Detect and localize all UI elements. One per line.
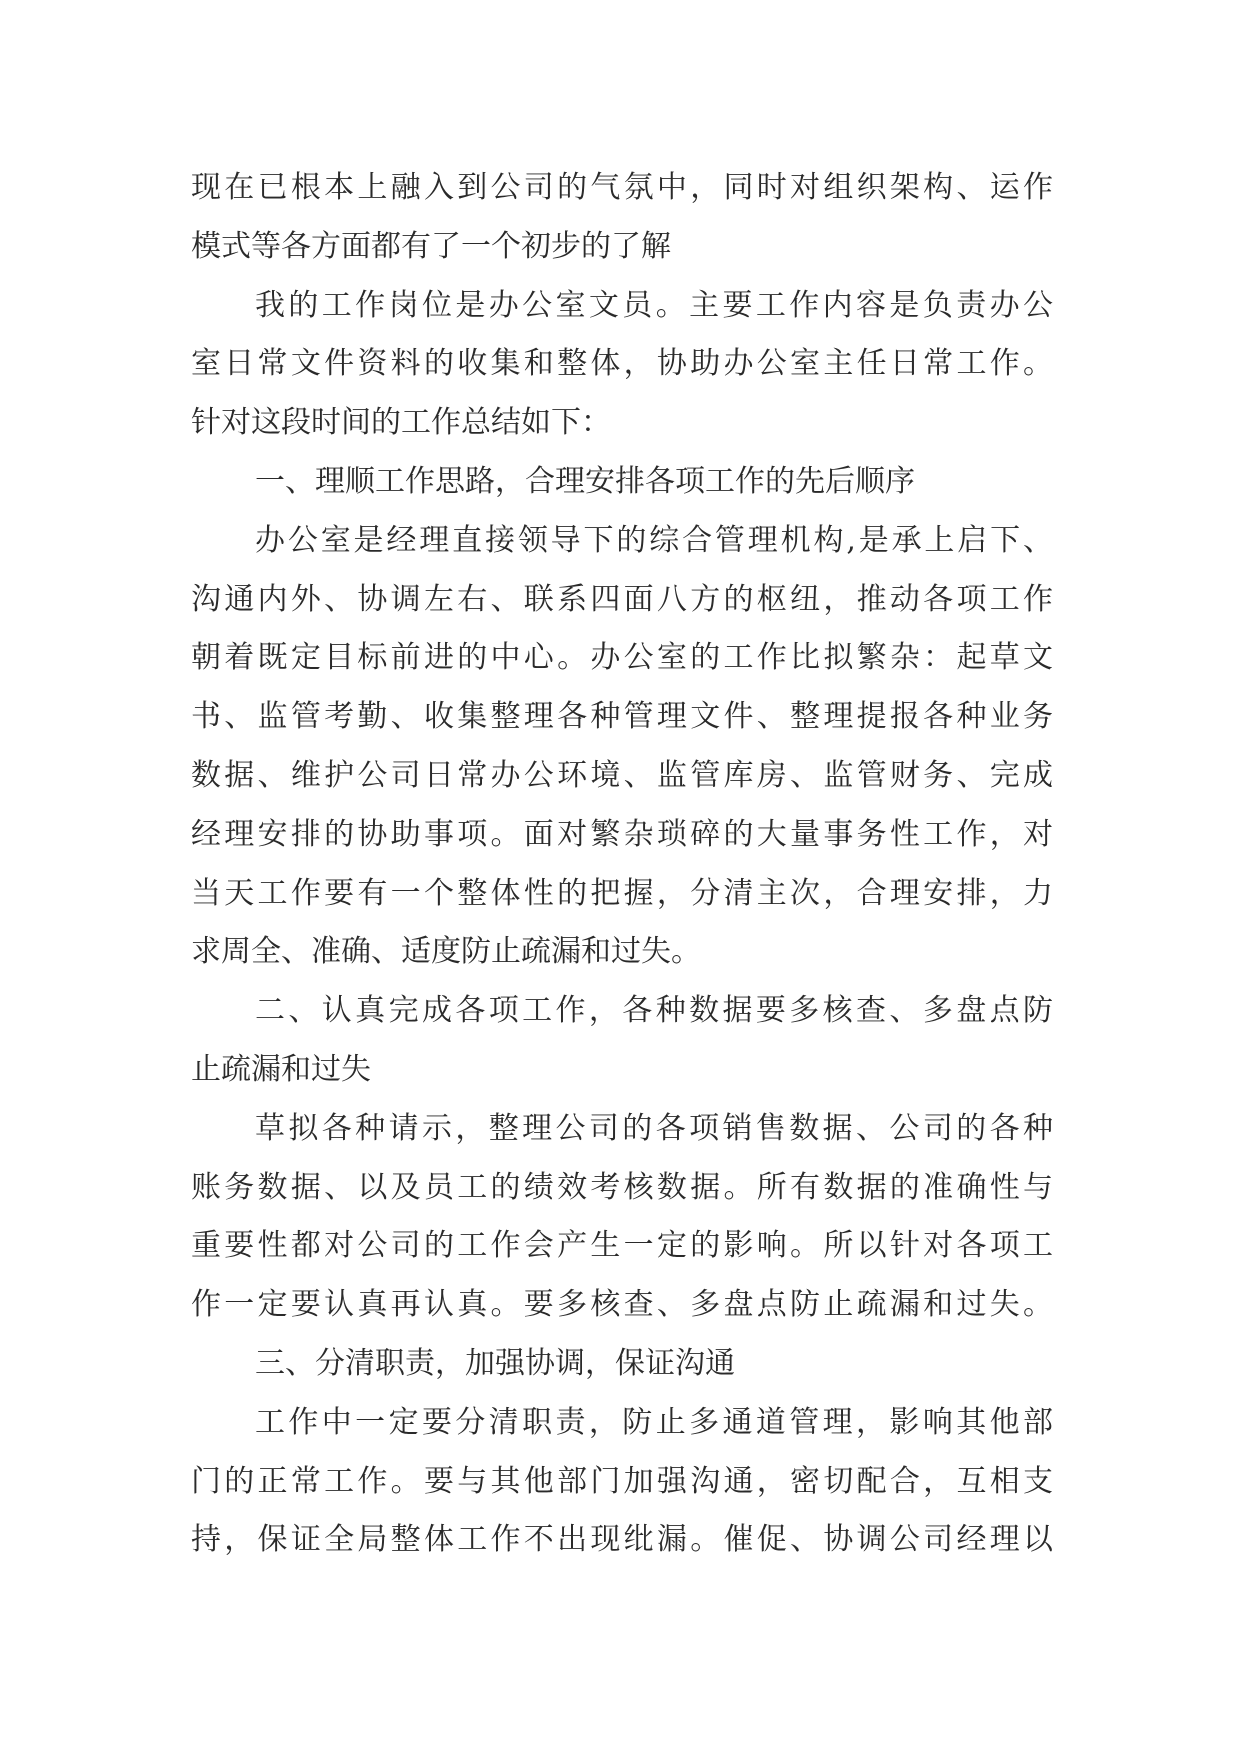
section-heading: 三、分清职责，加强协调，保证沟通 xyxy=(255,1345,735,1381)
text-line: 重要性都对公司的工作会产生一定的影响。所以针对各项工 xyxy=(191,1228,1053,1264)
text-line: 工作中一定要分清职责，防止多通道管理，影响其他部 xyxy=(255,1404,1053,1440)
text-line: 朝着既定目标前进的中心。办公室的工作比拟繁杂：起草文 xyxy=(191,640,1053,676)
text-line: 我的工作岗位是办公室文员。主要工作内容是负责办公 xyxy=(255,287,1053,323)
text-line: 求周全、准确、适度防止疏漏和过失。 xyxy=(191,934,701,970)
text-line: 室日常文件资料的收集和整体，协助办公室主任日常工作。 xyxy=(191,346,1053,382)
text-line: 当天工作要有一个整体性的把握，分清主次，合理安排，力 xyxy=(191,875,1053,911)
section-heading: 止疏漏和过失 xyxy=(191,1051,371,1087)
text-line: 作一定要认真再认真。要多核查、多盘点防止疏漏和过失。 xyxy=(191,1287,1053,1323)
text-line: 数据、维护公司日常办公环境、监管库房、监管财务、完成 xyxy=(191,757,1053,793)
text-line: 门的正常工作。要与其他部门加强沟通，密切配合，互相支 xyxy=(191,1463,1053,1499)
text-line: 草拟各种请示，整理公司的各项销售数据、公司的各种 xyxy=(255,1110,1053,1146)
text-line: 现在已根本上融入到公司的气氛中，同时对组织架构、运作 xyxy=(191,170,1053,205)
document-body xyxy=(191,159,1053,1570)
text-line: 模式等各方面都有了一个初步的了解 xyxy=(191,228,671,264)
text-line: 沟通内外、协调左右、联系四面八方的枢纽，推动各项工作 xyxy=(191,581,1053,617)
text-line: 持，保证全局整体工作不出现纰漏。催促、协调公司经理以 xyxy=(191,1522,1053,1558)
section-heading: 一、理顺工作思路，合理安排各项工作的先后顺序 xyxy=(255,463,915,499)
section-heading: 二、认真完成各项工作，各种数据要多核查、多盘点防 xyxy=(255,993,1053,1029)
text-line: 经理安排的协助事项。面对繁杂琐碎的大量事务性工作，对 xyxy=(191,816,1053,852)
text-line: 账务数据、以及员工的绩效考核数据。所有数据的准确性与 xyxy=(191,1169,1053,1205)
text-line: 办公室是经理直接领导下的综合管理机构,是承上启下、 xyxy=(255,522,1053,558)
text-line: 书、监管考勤、收集整理各种管理文件、整理提报各种业务 xyxy=(191,699,1053,735)
text-line: 针对这段时间的工作总结如下： xyxy=(191,405,611,441)
